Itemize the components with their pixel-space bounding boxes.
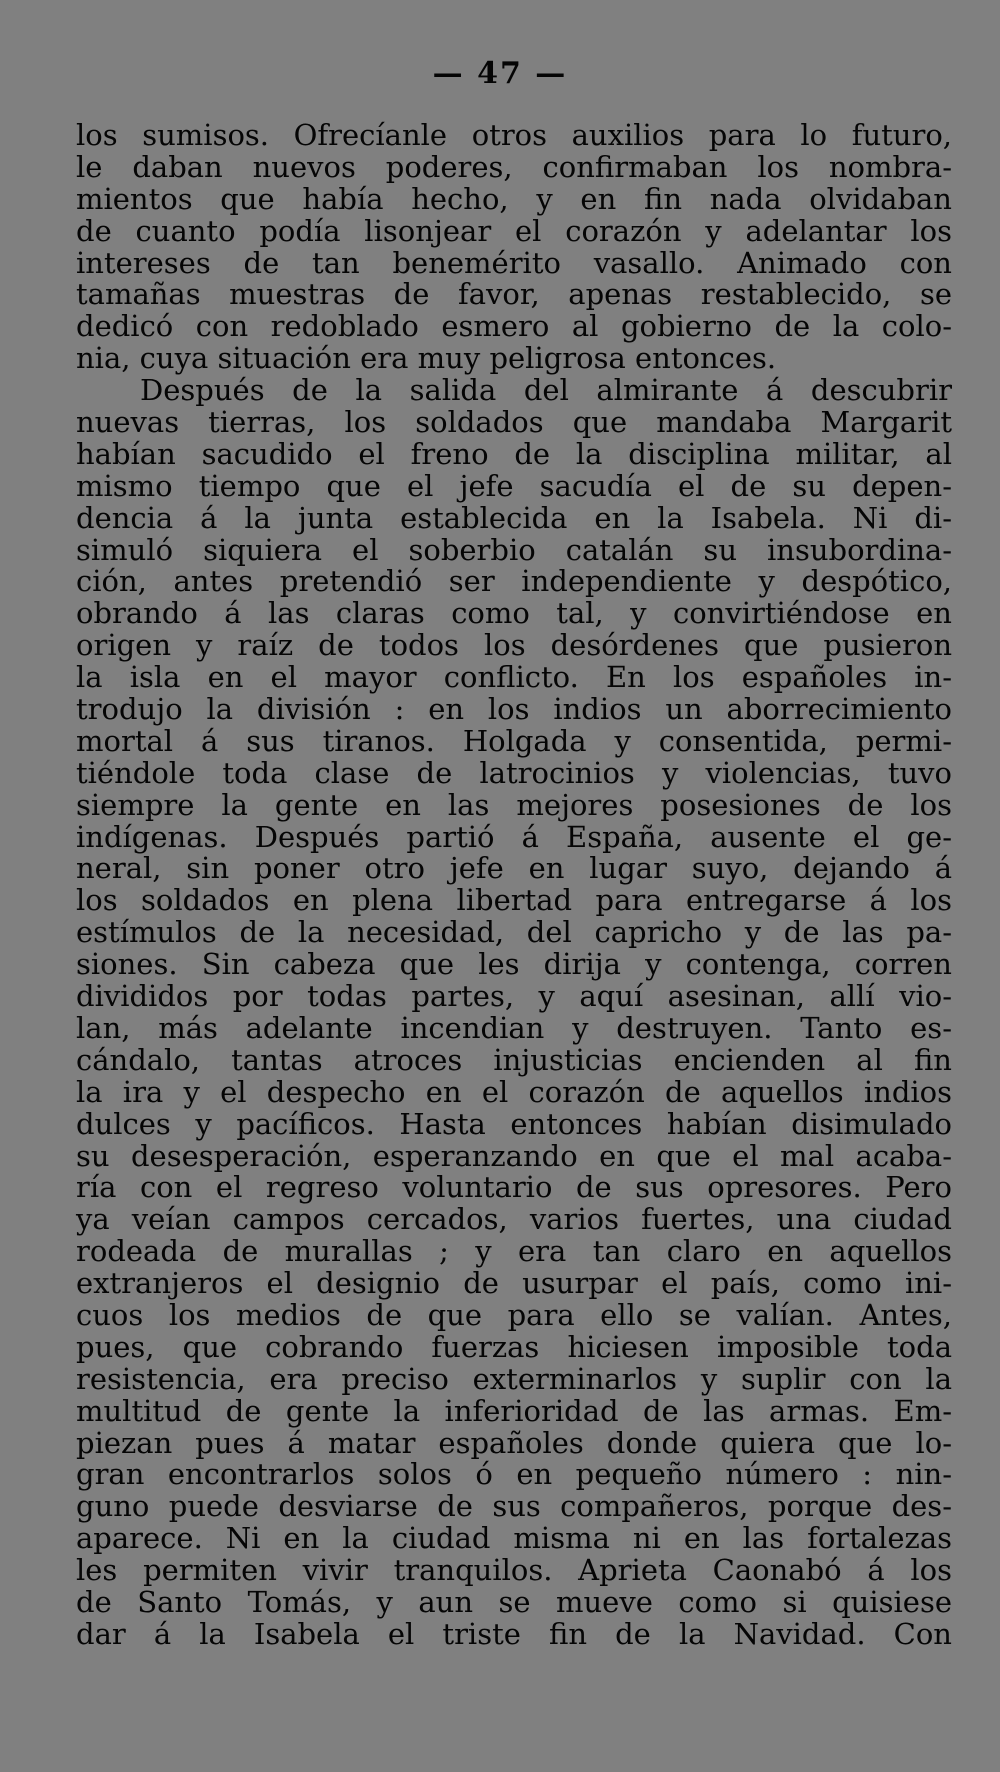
text-line: nia, cuya situación era muy peligrosa entonces. — [76, 341, 777, 376]
text-line: nuevas tierras, los soldados que mandaba Margarit — [76, 405, 952, 440]
text-line: ción, antes pretendió ser independiente y despótico, — [76, 564, 952, 599]
text-line: piezan pues á matar españoles donde quiera que lo- — [76, 1425, 952, 1460]
text-line: mientos que había hecho, y en fin nada olvidaban — [76, 181, 952, 216]
text-line: le daban nuevos poderes, confirmaban los nombra- — [76, 149, 952, 184]
text-line: la isla en el mayor conflicto. En los españoles in- — [76, 660, 952, 695]
text-line: Después de la salida del almirante á descubrir — [140, 373, 952, 408]
text-line: mismo tiempo que el jefe sacudía el de su depen- — [76, 468, 952, 503]
text-line: tamañas muestras de favor, apenas restablecido, se — [76, 277, 952, 312]
page-number: — 47 — — [432, 56, 568, 91]
text-line: obrando á las claras como tal, y convirtiéndose en — [76, 596, 952, 631]
text-line: de Santo Tomás, y aun se mueve como si quisiese — [76, 1584, 952, 1619]
text-line: rodeada de murallas ; y era tan claro en aquellos — [76, 1234, 952, 1269]
text-line: la ira y el despecho en el corazón de aquellos indios — [76, 1074, 952, 1109]
text-line: mortal á sus tiranos. Holgada y consentida, permi- — [76, 723, 952, 758]
text-line: siones. Sin cabeza que les dirija y contenga, corren — [76, 947, 952, 982]
text-line: extranjeros el designio de usurpar el país, como ini- — [76, 1266, 952, 1301]
text-line: intereses de tan benemérito vasallo. Animado con — [76, 245, 952, 280]
text-line: origen y raíz de todos los desórdenes que pusieron — [76, 628, 952, 663]
text-line: los sumisos. Ofrecíanle otros auxilios para lo futuro, — [76, 118, 952, 152]
text-line: pues, que cobrando fuerzas hiciesen imposible toda — [76, 1329, 952, 1364]
text-line: tiéndole toda clase de latrocinios y violencias, tuvo — [76, 755, 952, 790]
text-line: cuos los medios de que para ello se valían. Antes, — [76, 1297, 952, 1332]
text-line: les permiten vivir tranquilos. Aprieta Caonabó á los — [76, 1553, 952, 1588]
body-text — [76, 120, 952, 1651]
text-line: divididos por todas partes, y aquí asesinan, allí vio- — [76, 979, 952, 1014]
text-line: neral, sin poner otro jefe en lugar suyo, dejando á — [76, 851, 952, 886]
text-line: resistencia, era preciso exterminarlos y suplir con la — [76, 1361, 952, 1396]
text-line: cándalo, tantas atroces injusticias encienden al fin — [76, 1042, 952, 1077]
text-line: los soldados en plena libertad para entregarse á los — [76, 883, 952, 918]
text-line: su desesperación, esperanzando en que el mal acaba- — [76, 1138, 952, 1173]
text-line: dar á la Isabela el triste fin de la Navidad. Con — [76, 1616, 952, 1651]
text-line: dencia á la junta establecida en la Isabela. Ni di- — [76, 500, 952, 535]
text-line: trodujo la división : en los indios un aborrecimiento — [76, 692, 952, 727]
text-line: ya veían campos cercados, varios fuertes, una ciudad — [76, 1202, 952, 1237]
text-line: gran encontrarlos solos ó en pequeño número : nin- — [76, 1457, 952, 1492]
text-line: habían sacudido el freno de la disciplina militar, al — [76, 436, 952, 471]
text-line: guno puede desviarse de sus compañeros, porque des- — [76, 1489, 952, 1524]
text-line: siempre la gente en las mejores posesiones de los — [76, 787, 952, 822]
text-line: indígenas. Después partió á España, ausente el ge- — [76, 819, 952, 854]
text-line: simuló siquiera el soberbio catalán su insubordina- — [76, 532, 952, 567]
text-line: dulces y pacíficos. Hasta entonces habían disimulado — [76, 1106, 952, 1141]
text-line: dedicó con redoblado esmero al gobierno de la colo- — [76, 309, 952, 344]
text-line: ría con el regreso voluntario de sus opresores. Pero — [76, 1170, 952, 1205]
text-line: lan, más adelante incendian y destruyen. Tanto es- — [76, 1010, 952, 1045]
text-line: estímulos de la necesidad, del capricho y de las pa- — [76, 915, 952, 950]
text-line: de cuanto podía lisonjear el corazón y adelantar los — [76, 213, 952, 248]
text-line: multitud de gente la inferioridad de las armas. Em- — [76, 1393, 952, 1428]
text-line: aparece. Ni en la ciudad misma ni en las fortalezas — [76, 1521, 952, 1556]
